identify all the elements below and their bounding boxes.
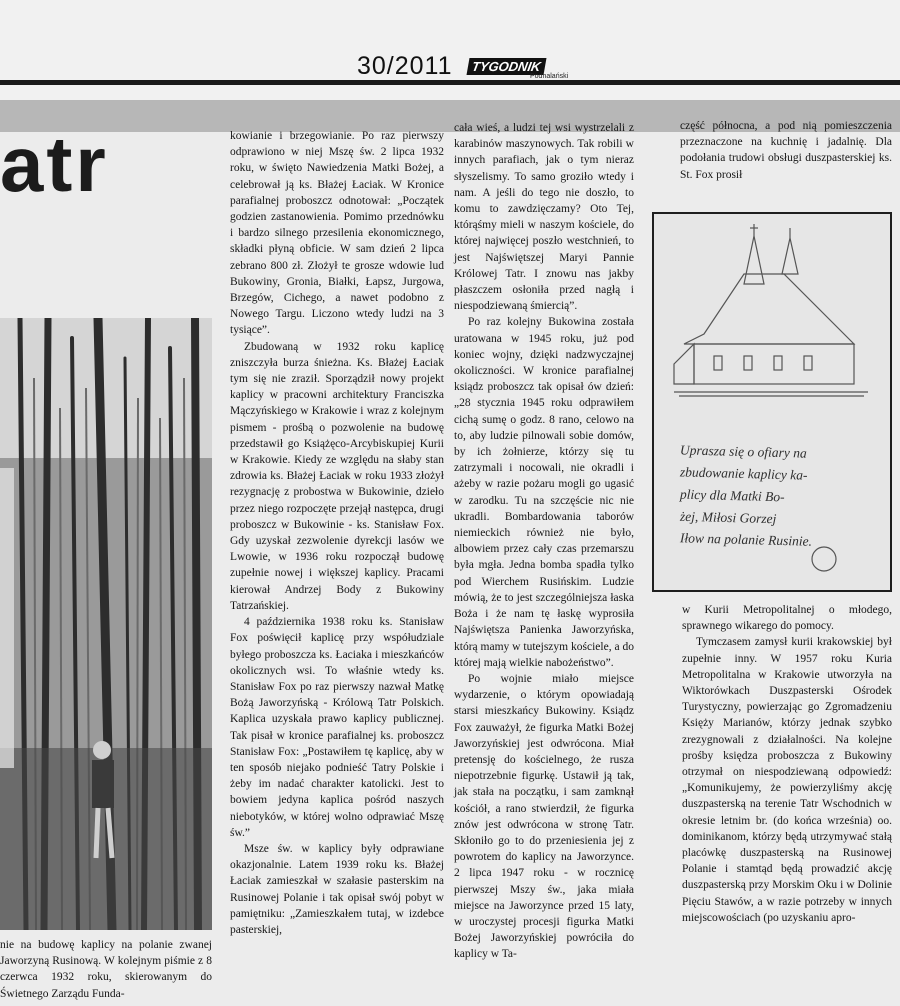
article-paragraph: część północna, a pod nią pomieszczenia przeznaczone na kuchnię i jadalnię. Dla podołania trudowi obsługi duszpasterskiej ks. St. Fox prosił xyxy=(680,120,892,181)
article-paragraph: Po wojnie miało miejsce wydarzenie, o którym opowiadają starsi mieszkańcy Bukowiny. Ksiądz Fox zauważył, że figurka Matki Bożej Jaworzyńskiej jest odwrócona. Miał pretensję do kościelnego, że rusza niepotrzebnie figurkę. Ustawił ją tak, jak stała na początku, i sam zamknął kościół, a rano stwierdził, że figurka znów jest odwrócona w stronę Tatr. Skłoniło go to do przeniesienia jej z powrotem do kaplicy na Jaworzynce. 2 lipca 1947 roku - w rocznicę pierwszej Mszy św., jaka miała miejsce na Jaworzynce przed 15 laty, w uroczystej procesji figurka Matki Bożej Jaworzyńskiej powróciła do kaplicy w Ta- xyxy=(454,672,634,961)
article-paragraph: w Kurii Metropolitalnej o młodego, sprawnego wikarego do pomocy. xyxy=(682,604,892,633)
newspaper-logo-subtitle: Podhalański xyxy=(530,73,569,80)
article-column-3-top xyxy=(680,118,892,183)
article-column-2 xyxy=(454,120,634,963)
article-paragraph: kowianie i brzegowianie. Po raz pierwszy odprawiono w niej Mszę św. 2 lipca 1932 roku, w święto Nawiedzenia Matki Bożej, a celebrował ją ks. Błażej Łaciak. W Kronice parafialnej proboszcz odnotował: „Początek godzien zastanowienia. Pomimo przednówku i bardzo silnego przesilenia ekonomicznego, składki płyną obficie. W sam dzień 2 lipca zebrano 800 zł. Złożył te grosze wdowie lud Bukowiny, Gronia, Białki, Łapsz, Jurgowa, Brzegów, Cichego, a nawet podobno z Nowego Targu. Liczono wtedy ludzi na 3 tysiące”. xyxy=(230,130,444,337)
header-rule xyxy=(0,80,900,85)
article-column-3 xyxy=(682,602,892,926)
issue-number: 30/2011 xyxy=(357,52,453,80)
headline: atr xyxy=(0,120,109,208)
article-paragraph: cała wieś, a ludzi tej wsi wystrzelali z karabinów maszynowych. Tak robili w innych parafiach, jak o tym nieraz słyszelismy. To samo groziło wtedy i nam. A jeśli do tego nie doszło, to komu to zawdzięczamy? Oto Tej, którąśmy mieli w naszym kościele, do której najwięcej poszło westchnień, to jest Najświętszej Maryi Pannie Królowej Tatr. I znowu nas jakby płaszczem osłoniła przed nagłą i niespodziewaną śmiercią”. xyxy=(454,122,634,313)
handwritten-caption-line: Uprasza się o ofiary na xyxy=(679,442,807,461)
article-paragraph: Msze św. w kaplicy były odprawiane okazjonalnie. Latem 1939 roku ks. Błażej Łaciak zamieszkał w szałasie pasterskim na Rusinowej Polanie i tak opisał swój pobyt w pamiętniku: „Zamieszkałem tutaj, w izdebce pasterskiej, xyxy=(230,842,444,936)
chapel-sketch-illustration xyxy=(652,212,892,592)
article-column-0 xyxy=(0,937,212,1002)
article-paragraph: 4 października 1938 roku ks. Stanisław Fox poświęcił kaplicę przy współudziale byłego proboszcza ks. Łaciaka i mieszkańców okolicznych wsi. To właśnie wtedy ks. Stanisław Fox po raz pierwszy nazwał Matkę Bożą Jaworzyńską - Królową Tatr Polskich. Kaplica uzyskała prawo kaplicy publicznej. Tak pisał w kronice parafialnej ks. proboszcz Stanisław Fox: „Postawiłem tę kaplicę, aby w ten sposób niejako podnieść Tatry Polskie i żeby im nadać charakter katolicki. Jest to bowiem jedyna kaplica pośród naszych niebotyków, w której wolno odprawiać Mszę św.” xyxy=(230,616,444,839)
page-header xyxy=(0,0,900,100)
handwritten-caption-line: Iłow na polanie Rusinie. xyxy=(679,530,813,549)
article-paragraph: Zbudowaną w 1932 roku kaplicę zniszczyła burza śnieżna. Ks. Błażej Łaciak tym się nie zraził. Sporządził nowy projekt kaplicy w pracowni architektury Franciszka Mączyńskiego w Krakowie i wraz z kolejnym pismem - prośbą o pozwolenie na budowę przedstawił go Książęco-Arcybiskupiej Kurii w Krakowie. Kiedy ze względu na słaby stan zdrowia ks. Błażej Łaciak w roku 1933 złożył rezygnację z probostwa w Bukowinie, dzieło przez niego rozpoczęte przejął następca, drugi proboszcz w Bukowinie - ks. Stanisław Fox. Gdy uzyskał zezwolenie dyrekcji lasów we Lwowie, w 1936 roku rozpoczął budowę zupełnie nowej i większej kaplicy. Pracami kierował Andrzej Body z Bukowiny Tatrzańskiej. xyxy=(230,340,444,612)
newspaper-logo: TYGODNIK xyxy=(467,58,547,75)
handwritten-caption-line: plicy dla Matki Bo- xyxy=(679,486,785,505)
handwritten-caption-line: zbudowanie kaplicy ka- xyxy=(679,464,808,483)
article-paragraph: nie na budowę kaplicy na polanie zwanej Jaworzyną Rusinową. W kolejnym piśmie z 8 czerwca 1932 roku, skierowanym do Świetnego Zarządu Funda- xyxy=(0,939,212,1000)
forest-photo xyxy=(0,318,212,930)
article-column-1 xyxy=(230,128,444,938)
handwritten-caption-line: żej, Miłosi Gorzej xyxy=(679,508,777,527)
article-paragraph: Tymczasem zamysł kurii krakowskiej był zupełnie inny. W 1957 roku Kuria Metropolitalna w Krakowie utworzyła na Wiktorówkach Duszpasterski Ośrodek Turystyczny, powierzając go Zgromadzeniu Księży Marianów, którzy jednak szybko zrezygnowali z działalności. Na kolejne prośby księdza proboszcza z Bukowiny otrzymał on niespodziewaną odpowiedź: „Komunikujemy, że powierzyliśmy akcję duszpasterską na terenie Tatr Wschodnich w okresie letnim br. (do końca września) oo. dominikanom, którzy będą utrzymywać stałą placówkę duszpasterską na Rusinowej Polanie i stamtąd będą prowadzić akcję duszpasterską przy Morskim Oku i w Dolinie Pięciu Stawów, a w razie potrzeby w innych miejscowościach (po uzyskaniu apro- xyxy=(682,636,892,924)
article-paragraph: Po raz kolejny Bukowina została uratowana w 1945 roku, już pod koniec wojny, dzięki nadzwyczajnej okoliczności. W kronice parafialnej ksiądz proboszcz tak opisał ów dzień: „28 stycznia 1945 roku odprawiłem cichą sumę o godz. 8 rano, celowo na to, aby ludzie pilnowali sobie domów, by ich żołnierze, którzy się tu zatrzymali i nocowali, nie okradli i ażeby w razie pożaru mogli go ugasić w zarodku. Tu na szczęście nic nie ukradli. Bombardowania taborów niemieckich również nie było, albowiem przez cały czas przemarszu była mgła. Jedna bomba spadła tylko pod Wierchem Rusińskim. Ludzie mówią, że to jest szczególniejsza łaska Boża i że nam tę łaskę wyprosiła Najświętsza Panienka Jaworzyńska, którą mamy w tutejszym kościele, a do której mają wielkie nabożeństwo”. xyxy=(454,316,634,669)
